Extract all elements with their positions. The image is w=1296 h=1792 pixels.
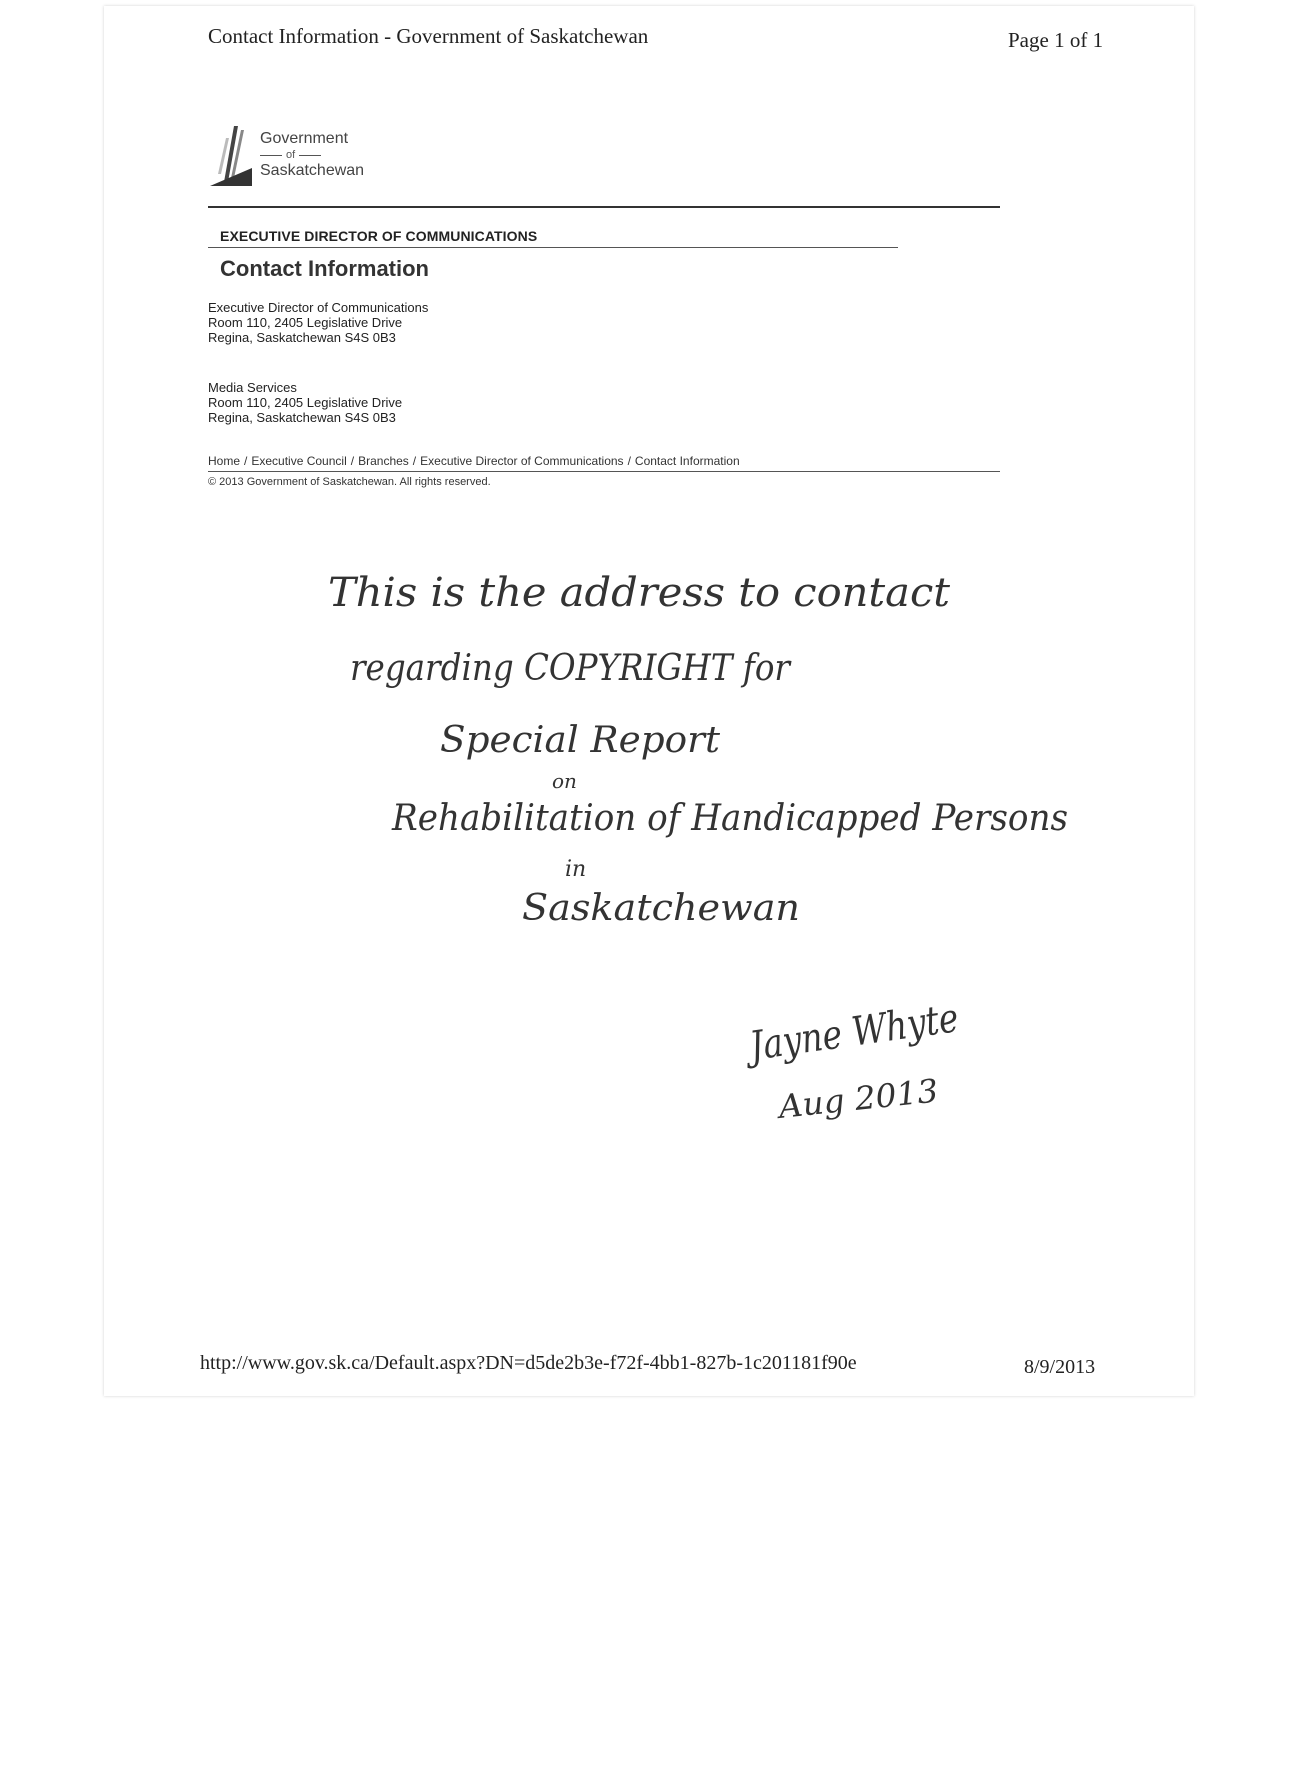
address-street: Room 110, 2405 Legislative Drive	[208, 315, 403, 330]
breadcrumb-separator: /	[627, 454, 631, 468]
handwritten-line-5: Rehabilitation of Handicapped Persons	[391, 798, 1068, 839]
logo-line-saskatchewan: Saskatchewan	[260, 162, 365, 179]
handwritten-line-4: on	[552, 769, 577, 793]
signature-name: Jayne Whyte	[746, 989, 1005, 1070]
page-number: Page 1 of 1	[1008, 28, 1104, 52]
breadcrumb	[208, 454, 740, 468]
logo-line-of: of	[260, 149, 364, 161]
breadcrumb-branches[interactable]: Branches	[358, 454, 409, 468]
section-divider	[208, 247, 898, 248]
breadcrumb-executive-council[interactable]: Executive Council	[251, 454, 347, 468]
section-heading: EXECUTIVE DIRECTOR OF COMMUNICATIONS	[220, 228, 538, 244]
handwritten-line-6: in	[565, 857, 587, 882]
breadcrumb-separator: /	[350, 454, 355, 468]
breadcrumb-contact-information: Contact Information	[634, 454, 740, 468]
handwritten-line-3: Special Report	[440, 720, 721, 761]
address-name: Media Services	[208, 380, 297, 395]
breadcrumb-home[interactable]: Home	[208, 454, 241, 468]
address-city: Regina, Saskatchewan S4S 0B3	[208, 410, 396, 425]
signature-date: Aug 2013	[776, 1071, 936, 1126]
copyright-notice: © 2013 Government of Saskatchewan. All rights reserved.	[208, 476, 491, 488]
breadcrumb-separator: /	[412, 454, 417, 468]
handwritten-line-7: Saskatchewan	[522, 888, 800, 929]
handwritten-line-2: regarding COPYRIGHT for	[350, 648, 792, 689]
logo-line-government: Government	[260, 130, 349, 147]
breadcrumb-separator: /	[244, 454, 248, 468]
government-logo	[208, 120, 378, 190]
page-title: Contact Information	[220, 256, 429, 281]
scanned-page-edge	[104, 6, 1194, 1396]
address-name: Executive Director of Communications	[208, 300, 429, 315]
breadcrumb-executive-director[interactable]: Executive Director of Communications	[420, 454, 624, 468]
header-divider	[208, 206, 1000, 208]
handwritten-line-1: This is the address to contact	[328, 570, 951, 616]
address-street: Room 110, 2405 Legislative Drive	[208, 395, 403, 410]
footer-divider	[208, 471, 1000, 472]
logo-wordmark	[260, 130, 364, 180]
address-block-media-services	[208, 380, 402, 425]
address-city: Regina, Saskatchewan S4S 0B3	[208, 330, 396, 345]
print-date: 8/9/2013	[1024, 1356, 1096, 1378]
address-block-executive-director	[208, 300, 428, 345]
saskatchewan-logo-icon	[208, 124, 256, 188]
print-header-title: Contact Information - Government of Saskatchewan	[208, 24, 649, 48]
page-url: http://www.gov.sk.ca/Default.aspx?DN=d5de2b3e-f72f-4bb1-827b-1c201181f90e	[200, 1352, 857, 1374]
